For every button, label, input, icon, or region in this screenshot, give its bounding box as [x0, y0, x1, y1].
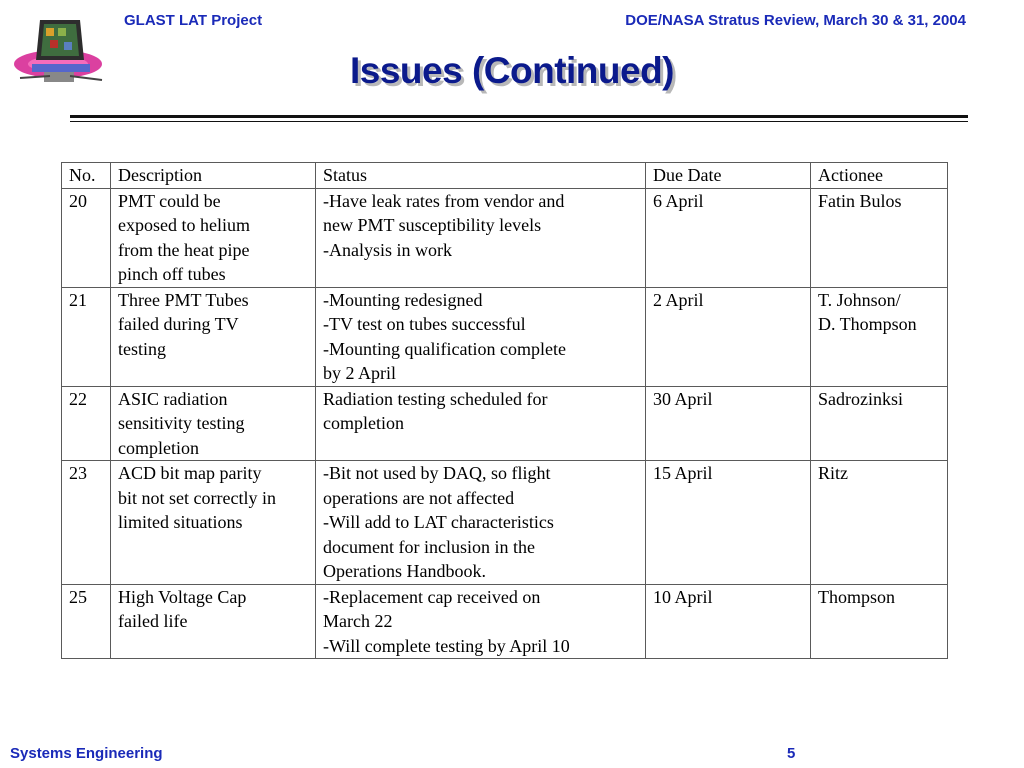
cell-line: limited situations — [118, 512, 243, 532]
cell-no: 21 — [62, 287, 111, 386]
cell-description — [111, 461, 316, 585]
cell-status — [316, 584, 646, 659]
cell-line: -Mounting qualification complete — [323, 338, 566, 359]
col-header-due-date: Due Date — [646, 163, 811, 189]
cell-status — [316, 287, 646, 386]
table-row — [62, 584, 948, 659]
cell-line: -Analysis in work — [323, 239, 452, 260]
cell-line: testing — [118, 338, 166, 359]
cell-line: sensitivity testing — [118, 413, 245, 433]
cell-line: document for inclusion in the — [323, 536, 535, 557]
cell-line: -Have leak rates from vendor and — [323, 190, 565, 211]
cell-line: -TV test on tubes successful — [323, 314, 526, 334]
cell-line: -Will complete testing by April 10 — [323, 635, 570, 656]
col-header-status: Status — [316, 163, 646, 189]
cell-line: Fatin Bulos — [818, 190, 902, 211]
issues-table — [61, 162, 948, 659]
cell-line: Radiation testing scheduled for — [323, 388, 548, 409]
cell-no: 20 — [62, 188, 111, 287]
cell-line: High Voltage Cap — [118, 586, 247, 607]
cell-no: 25 — [62, 584, 111, 659]
cell-line: from the heat pipe — [118, 239, 250, 260]
cell-description — [111, 584, 316, 659]
cell-due-date: 15 April — [646, 461, 811, 585]
cell-no: 22 — [62, 386, 111, 461]
cell-line: PMT could be — [118, 190, 221, 211]
table-row — [62, 188, 948, 287]
table-row — [62, 461, 948, 585]
cell-actionee — [811, 584, 948, 659]
cell-line: -Mounting redesigned — [323, 289, 483, 310]
cell-line: T. Johnson/ — [818, 289, 901, 310]
cell-actionee — [811, 188, 948, 287]
cell-actionee — [811, 461, 948, 585]
cell-line: failed during TV — [118, 314, 239, 334]
table-header-row — [62, 163, 948, 189]
cell-line: -Replacement cap received on — [323, 586, 541, 607]
cell-line: Three PMT Tubes — [118, 289, 249, 310]
cell-line: failed life — [118, 611, 188, 631]
cell-actionee — [811, 386, 948, 461]
cell-due-date: 10 April — [646, 584, 811, 659]
cell-line: bit not set correctly in — [118, 487, 276, 508]
page-number: 5 — [787, 745, 796, 762]
cell-line: -Will add to LAT characteristics — [323, 512, 554, 532]
cell-description — [111, 386, 316, 461]
cell-line: ASIC radiation — [118, 388, 228, 409]
cell-actionee — [811, 287, 948, 386]
slide-title: Issues (Continued) — [349, 50, 675, 91]
table-row — [62, 287, 948, 386]
cell-line: by 2 April — [323, 363, 397, 383]
cell-due-date: 30 April — [646, 386, 811, 461]
title-rule-thin — [70, 121, 968, 122]
cell-line: March 22 — [323, 611, 393, 631]
cell-line: Operations Handbook. — [323, 561, 486, 581]
cell-no: 23 — [62, 461, 111, 585]
cell-line: exposed to helium — [118, 215, 250, 235]
cell-line: ACD bit map parity — [118, 463, 262, 483]
cell-line: completion — [323, 413, 404, 433]
cell-line: D. Thompson — [818, 314, 917, 334]
cell-line: completion — [118, 437, 199, 458]
cell-description — [111, 188, 316, 287]
cell-due-date: 6 April — [646, 188, 811, 287]
cell-line: Thompson — [818, 586, 896, 607]
col-header-no: No. — [62, 163, 111, 189]
table-row — [62, 386, 948, 461]
header-project-name: GLAST LAT Project — [124, 12, 263, 29]
header-review-name: DOE/NASA Stratus Review, March 30 & 31, 2004 — [625, 12, 966, 29]
cell-line: Ritz — [818, 463, 848, 483]
cell-line: new PMT susceptibility levels — [323, 215, 542, 235]
cell-line: pinch off tubes — [118, 264, 226, 284]
col-header-actionee: Actionee — [811, 163, 948, 189]
cell-description — [111, 287, 316, 386]
footer-department: Systems Engineering — [10, 745, 163, 762]
cell-line: Sadrozinksi — [818, 388, 903, 409]
cell-status — [316, 188, 646, 287]
cell-due-date: 2 April — [646, 287, 811, 386]
title-rule-thick — [70, 115, 968, 118]
cell-line: operations are not affected — [323, 487, 515, 508]
cell-line: -Bit not used by DAQ, so flight — [323, 463, 551, 483]
cell-status — [316, 461, 646, 585]
cell-status — [316, 386, 646, 461]
col-header-description: Description — [111, 163, 316, 189]
